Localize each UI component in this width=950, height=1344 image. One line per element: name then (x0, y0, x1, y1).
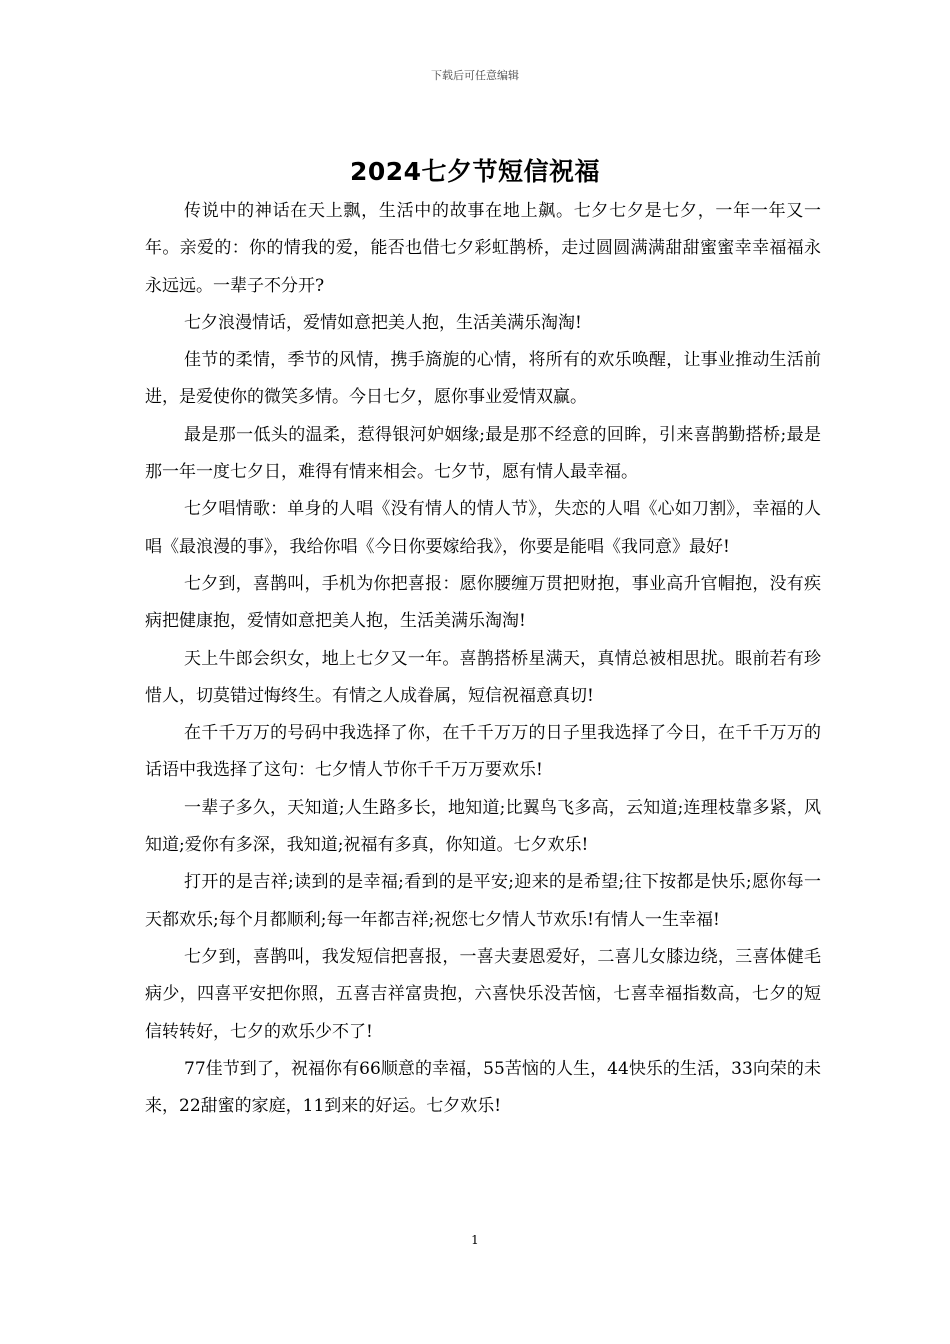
paragraph-12: 77佳节到了，祝福你有66顺意的幸福，55苦恼的人生，44快乐的生活，33向荣的未来，22甜蜜的家庭，11到来的好运。七夕欢乐! (145, 1058, 821, 1117)
paragraph-5: 七夕唱情歌：单身的人唱《没有情人的情人节》，失恋的人唱《心如刀割》，幸福的人唱《最浪漫的事》，我给你唱《今日你要嫁给我》，你要是能唱《我同意》最好! (145, 499, 821, 557)
page-header-note: 下载后可任意编辑 (431, 69, 519, 82)
paragraph-8: 在千千万万的号码中我选择了你，在千千万万的日子里我选择了今日，在千千万万的话语中我选择了这句：七夕情人节你千千万万要欢乐! (145, 723, 821, 781)
document-body (145, 193, 821, 1125)
paragraph-2: 七夕浪漫情话，爱情如意把美人抱，生活美满乐淘淘! (184, 312, 582, 333)
page-number: 1 (471, 1233, 479, 1247)
paragraph-4: 最是那一低头的温柔，惹得银河妒姻缘;最是那不经意的回眸，引来喜鹊勤搭桥;最是那一年一度七夕日，难得有情来相会。七夕节，愿有情人最幸福。 (145, 424, 821, 483)
paragraph-9: 一辈子多久，天知道;人生路多长，地知道;比翼鸟飞多高，云知道;连理枝靠多紧，风知道;爱你有多深，我知道;祝福有多真，你知道。七夕欢乐! (145, 797, 821, 856)
paragraph-10: 打开的是吉祥;读到的是幸福;看到的是平安;迎来的是希望;往下按都是快乐;愿你每一天都欢乐;每个月都顺利;每一年都吉祥;祝您七夕情人节欢乐!有情人一生幸福! (145, 872, 821, 930)
paragraph-1: 传说中的神话在天上飘，生活中的故事在地上飙。七夕七夕是七夕，一年一年又一年。亲爱的：你的情我的爱，能否也借七夕彩虹鹊桥，走过圆圆满满甜甜蜜蜜幸幸福福永永远远。一辈子不分开? (145, 201, 821, 296)
paragraph-11: 七夕到，喜鹊叫，我发短信把喜报，一喜夫妻恩爱好，二喜儿女膝边绕，三喜体健毛病少，四喜平安把你照，五喜吉祥富贵抱，六喜快乐没苦恼，七喜幸福指数高，七夕的短信转转好，七夕的欢乐少不了! (145, 946, 821, 1042)
paragraph-7: 天上牛郎会织女，地上七夕又一年。喜鹊搭桥星满天，真情总被相思扰。眼前若有珍惜人，切莫错过悔终生。有情之人成眷属，短信祝福意真切! (145, 648, 821, 706)
document-title: 2024七夕节短信祝福 (349, 157, 601, 186)
paragraph-6: 七夕到，喜鹊叫，手机为你把喜报：愿你腰缠万贯把财抱，事业高升官帽抱，没有疾病把健康抱，爱情如意把美人抱，生活美满乐淘淘! (145, 573, 821, 632)
paragraph-3: 佳节的柔情，季节的风情，携手旖旎的心情，将所有的欢乐唤醒，让事业推动生活前进，是爱使你的微笑多情。今日七夕，愿你事业爱情双赢。 (145, 350, 821, 408)
